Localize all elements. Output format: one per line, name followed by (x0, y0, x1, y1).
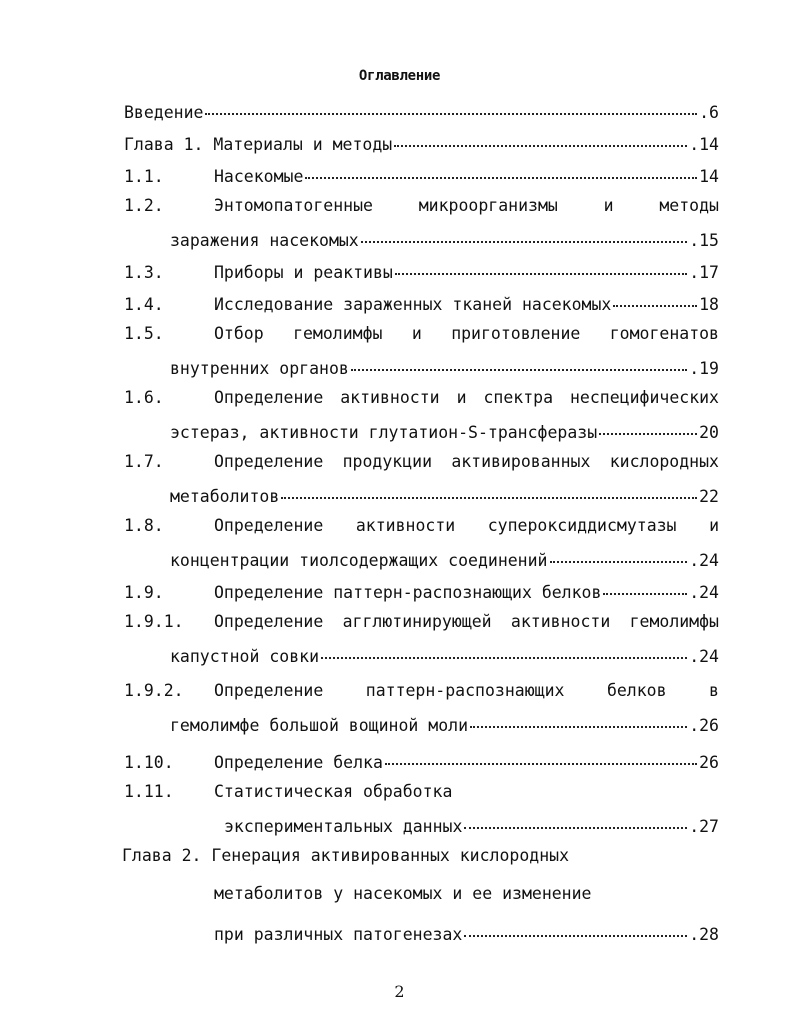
toc-text-line1: Определение агглютинирующей активности гемолимфы (214, 612, 719, 631)
toc-entry-1-11[interactable] (124, 782, 719, 806)
toc-text: Исследование зараженных тканей насекомых (214, 295, 612, 314)
toc-entry-1-7[interactable] (124, 452, 719, 476)
toc-text: Определение паттерн-распознающих белков (214, 583, 602, 602)
toc-entry-chapter-2-cont2[interactable] (214, 922, 719, 946)
toc-entry-1-11-cont[interactable] (224, 814, 719, 838)
toc-page: .28 (689, 925, 719, 944)
toc-number: 1.6. (124, 388, 164, 407)
toc-text-line2: метаболитов у насекомых и ее изменение (214, 884, 592, 903)
toc-entry-1-8[interactable] (124, 516, 719, 540)
leader-dots (281, 481, 697, 499)
toc-number: 1.1. (124, 167, 164, 186)
toc-page: .17 (689, 263, 719, 282)
toc-page: .24 (689, 647, 719, 666)
toc-text-line2: концентрации тиолсодержащих соединений (170, 551, 548, 570)
toc-text: Глава 1. Материалы и методы (124, 135, 393, 154)
toc-text-line3: при различных патогенезах (214, 925, 463, 944)
toc-entry-1-9-1-cont[interactable] (170, 644, 719, 668)
toc-number: 1.2. (124, 196, 164, 215)
toc-entry-1-10[interactable] (124, 750, 719, 774)
toc-entry-1-9-2-cont[interactable] (170, 713, 719, 737)
toc-entry-1-4[interactable] (124, 292, 719, 316)
toc-text-line1: Определение паттерн-распознающих белков в (214, 681, 719, 700)
toc-page: .6 (699, 103, 719, 122)
toc-page: 18 (699, 295, 719, 314)
toc-entry-chapter-1[interactable] (124, 132, 719, 156)
leader-dots (321, 641, 687, 659)
toc-entry-1-6-cont[interactable] (170, 420, 719, 444)
toc-number: 1.9. (124, 583, 164, 602)
toc-text-line1: Статистическая обработка (214, 782, 453, 801)
toc-entry-intro[interactable] (124, 100, 719, 124)
leader-dots (395, 257, 687, 275)
leader-dots (470, 710, 687, 728)
toc-entry-1-9[interactable] (124, 580, 719, 604)
toc-number: 1.9.2. (124, 681, 184, 700)
toc-text-line1: Определение активности и спектра неспецифических (214, 388, 719, 407)
toc-page: 26 (699, 753, 719, 772)
toc-entry-1-9-2[interactable] (124, 681, 719, 705)
toc-text-line2: гемолимфе большой вощиной моли (170, 716, 469, 735)
toc-text-line2: заражения насекомых (170, 231, 359, 250)
toc-number: 1.8. (124, 516, 164, 535)
toc-text-line2: экспериментальных данных (224, 817, 463, 836)
toc-number: 1.5. (124, 324, 164, 343)
leader-dots (599, 417, 697, 435)
toc-text-line2: метаболитов (170, 487, 280, 506)
leader-dots (464, 919, 687, 937)
toc-page: 22 (699, 487, 719, 506)
toc-entry-1-3[interactable] (124, 260, 719, 284)
toc-number: 1.7. (124, 452, 164, 471)
toc-entry-1-8-cont[interactable] (170, 548, 719, 572)
leader-dots (603, 577, 687, 595)
toc-page: 14 (699, 167, 719, 186)
toc-number: 1.4. (124, 295, 164, 314)
toc-entry-1-7-cont[interactable] (170, 484, 719, 508)
leader-dots (394, 129, 687, 147)
leader-dots (385, 747, 697, 765)
toc-entry-1-2[interactable] (124, 196, 719, 220)
toc-page: .26 (689, 716, 719, 735)
toc-entry-1-6[interactable] (124, 388, 719, 412)
toc-text-line2: внутренних органов (170, 359, 349, 378)
toc-page: .14 (689, 135, 719, 154)
toc-text: Введение (124, 103, 204, 122)
leader-dots (351, 353, 687, 371)
toc-number: 1.9.1. (124, 612, 184, 631)
toc-text: Приборы и реактивы (214, 263, 393, 282)
toc-entry-chapter-2[interactable] (122, 846, 719, 870)
toc-text-line2: эстераз, активности глутатион-S-трансферазы (170, 423, 598, 442)
toc-entry-1-5-cont[interactable] (170, 356, 719, 380)
leader-dots (205, 97, 697, 115)
toc-page: .15 (689, 231, 719, 250)
toc-text: Насекомые (214, 167, 304, 186)
leader-dots (464, 811, 687, 829)
toc-entry-1-5[interactable] (124, 324, 719, 348)
toc-page: 20 (699, 423, 719, 442)
toc-text-line1: Определение активности супероксиддисмутазы и (214, 516, 719, 535)
leader-dots (613, 289, 697, 307)
toc-entry-chapter-2-cont1[interactable] (214, 884, 719, 908)
toc-page: .24 (689, 583, 719, 602)
toc-text: Определение белка (214, 753, 383, 772)
toc-entry-1-9-1[interactable] (124, 612, 719, 636)
toc-page: .24 (689, 551, 719, 570)
leader-dots (550, 545, 688, 563)
toc-text-line1: Глава 2. Генерация активированных кислородных (122, 846, 570, 865)
toc-entry-1-2-cont[interactable] (170, 228, 719, 252)
toc-page: .27 (689, 817, 719, 836)
toc-entry-1-1[interactable] (124, 164, 719, 188)
toc-number: 1.10. (124, 753, 174, 772)
toc-text-line1: Отбор гемолимфы и приготовление гомогенатов (214, 324, 719, 343)
toc-number: 1.3. (124, 263, 164, 282)
toc-text-line1: Определение продукции активированных кислородных (214, 452, 719, 471)
toc-text-line2: капустной совки (170, 647, 320, 666)
leader-dots (361, 225, 687, 243)
toc-number: 1.11. (124, 782, 174, 801)
page-title: Оглавление (358, 68, 441, 84)
leader-dots (305, 161, 697, 179)
page-number: 2 (394, 982, 405, 1001)
toc-page: .19 (689, 359, 719, 378)
toc-text-line1: Энтомопатогенные микроорганизмы и методы (214, 196, 719, 215)
